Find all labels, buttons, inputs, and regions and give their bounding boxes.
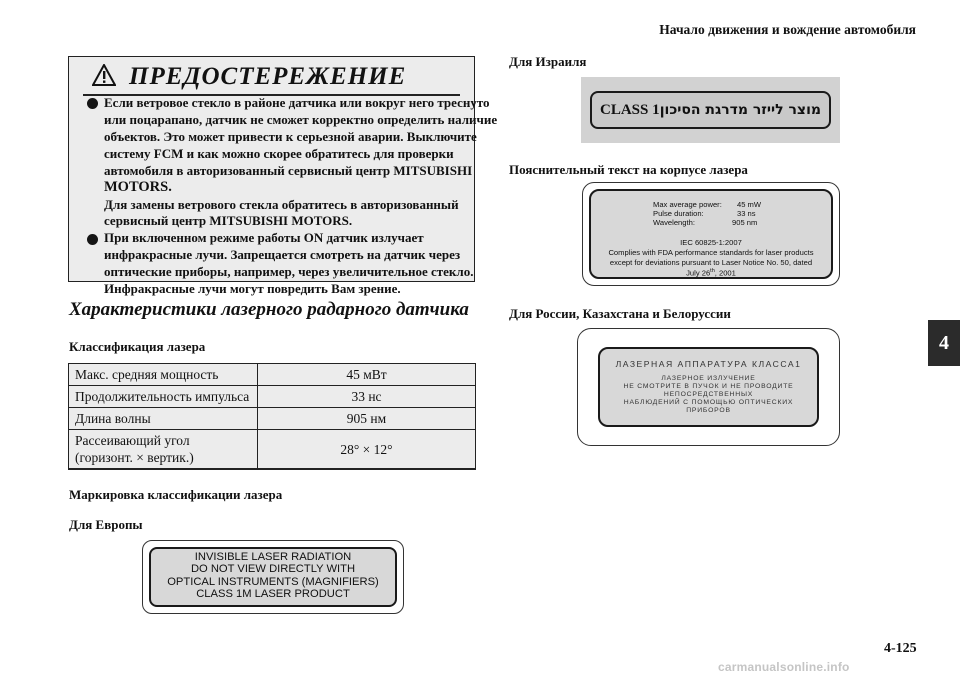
russia-label-body (604, 375, 813, 415)
explanatory-laser-label (582, 182, 840, 286)
israel-heading: Для Израиля (509, 54, 587, 69)
fda-compliance (593, 248, 829, 278)
table-row (69, 408, 476, 430)
warning-text-line: инфракрасные лучи. Запрещается смотреть на датчик через (104, 247, 461, 262)
explanatory-heading: Пояснительный текст на корпусе лазера (509, 162, 748, 177)
warning-triangle-icon (92, 64, 116, 86)
warning-text-line: Если ветровое стекло в районе датчика или вокруг него треснуто (104, 95, 490, 110)
warning-text-line: систему FCM и как можно скорее обратитесь для проверки (104, 146, 454, 161)
warning-text-line: Для замены ветрового стекла обратитесь в авторизованный (104, 197, 459, 212)
israel-laser-label (581, 77, 840, 143)
israel-label-panel (590, 91, 831, 129)
table-cell-value: 905 нм (258, 408, 476, 430)
label-spec-value: 905 nm (732, 218, 758, 227)
label-text-line: ПРИБОРОВ (686, 407, 731, 414)
warning-text-line: объектов. Это может привести к серьезной аварии. Выключите (104, 129, 477, 144)
warning-text-line: автомобиля в авторизованный сервисный центр MITSUBISHI (104, 163, 473, 178)
russia-label-panel (598, 347, 819, 427)
israel-label-hebrew: מוצר לייזר מדרגת הסיכון (659, 102, 821, 118)
label-spec-name: Max average power: (653, 200, 722, 209)
warning-text-line: или поцарапано, датчик не сможет корректно определить наличие (104, 112, 498, 127)
compliance-line: Complies with FDA performance standards for laser products (608, 248, 814, 257)
bullet-icon (87, 98, 98, 109)
compliance-line: except for deviations pursuant to Laser Notice No. 50, dated (609, 257, 813, 267)
chapter-tab: 4 (928, 320, 960, 366)
date-suffix-sup: th (710, 268, 715, 275)
table-cell-param: Макс. средняя мощность (69, 364, 258, 386)
label-text-line: НАБЛЮДЕНИЙ С ПОМОЩЬЮ ОПТИЧЕСКИХ (623, 399, 794, 406)
table-cell-value: 33 нс (258, 386, 476, 408)
iec-standard: IEC 60825-1:2007 (680, 238, 742, 247)
table-cell-value: 28° × 12° (258, 430, 476, 470)
label-text-line: OPTICAL INSTRUMENTS (MAGNIFIERS) (167, 575, 379, 588)
table-cell-value: 45 мВт (258, 364, 476, 386)
warning-box (68, 56, 498, 296)
explanatory-label-panel (589, 189, 833, 279)
label-spec-value: 33 ns (737, 209, 756, 218)
table-cell-param (69, 430, 258, 470)
label-spec-name: Wavelength: (653, 218, 695, 227)
table-cell-param: Продолжительность импульса (69, 386, 258, 408)
russia-laser-label (577, 328, 840, 446)
classification-heading: Классификация лазера (69, 339, 206, 354)
label-text-line: DO NOT VIEW DIRECTLY WITH (190, 563, 356, 576)
date-year: , 2001 (714, 268, 736, 278)
warning-header (83, 63, 460, 93)
label-spec-value: 45 mW (737, 200, 762, 209)
date-prefix: July 26 (686, 268, 711, 278)
table-row (69, 386, 476, 408)
section-title: Характеристики лазерного радарного датчика (69, 299, 469, 320)
page-number: 4-125 (884, 641, 917, 656)
warning-text-line: Инфракрасные лучи могут повредить Вам зрение. (104, 281, 401, 296)
table-row (69, 430, 476, 470)
warning-text-line: MOTORS. (104, 179, 172, 195)
warning-text-line: При включенном режиме работы ON датчик излучает (104, 230, 424, 245)
label-text-line: INVISIBLE LASER RADIATION (194, 551, 352, 563)
label-text-line: НЕ СМОТРИТЕ В ПУЧОК И НЕ ПРОВОДИТЕ (623, 383, 794, 390)
running-title: Начало движения и вождение автомобиля (659, 22, 916, 37)
europe-label-panel (149, 547, 397, 607)
compliance-date (593, 267, 829, 278)
warning-text-line: оптические приборы, например, через увеличительное стекло. (104, 264, 474, 279)
warning-title: ПРЕДОСТЕРЕЖЕНИЕ (129, 63, 407, 90)
label-text-line: CLASS 1M LASER PRODUCT (196, 588, 350, 601)
table-cell-param-line: (горизонт. × вертик.) (75, 450, 194, 465)
label-text-line: НЕПОСРЕДСТВЕННЫХ (663, 391, 754, 398)
israel-label-class: CLASS 1 (600, 101, 660, 118)
europe-heading: Для Европы (69, 517, 143, 532)
laser-spec-table (68, 363, 476, 470)
watermark: carmanualsonline.info (718, 660, 850, 674)
russia-label-title: ЛАЗЕРНАЯ АППАРАТУРА КЛАССА1 (615, 359, 802, 369)
label-spec-row (653, 218, 773, 228)
warning-text-line: сервисный центр MITSUBISHI MOTORS. (104, 213, 353, 228)
table-cell-param-line: Рассеивающий угол (75, 433, 190, 448)
table-row (69, 364, 476, 386)
label-spec-name: Pulse duration: (653, 209, 704, 218)
russia-heading: Для России, Казахстана и Белоруссии (509, 306, 731, 321)
bullet-icon (87, 234, 98, 245)
table-cell-param: Длина волны (69, 408, 258, 430)
label-text-line: ЛАЗЕРНОЕ ИЗЛУЧЕНИЕ (661, 375, 756, 382)
marking-heading: Маркировка классификации лазера (69, 487, 283, 502)
europe-laser-label (142, 540, 404, 614)
